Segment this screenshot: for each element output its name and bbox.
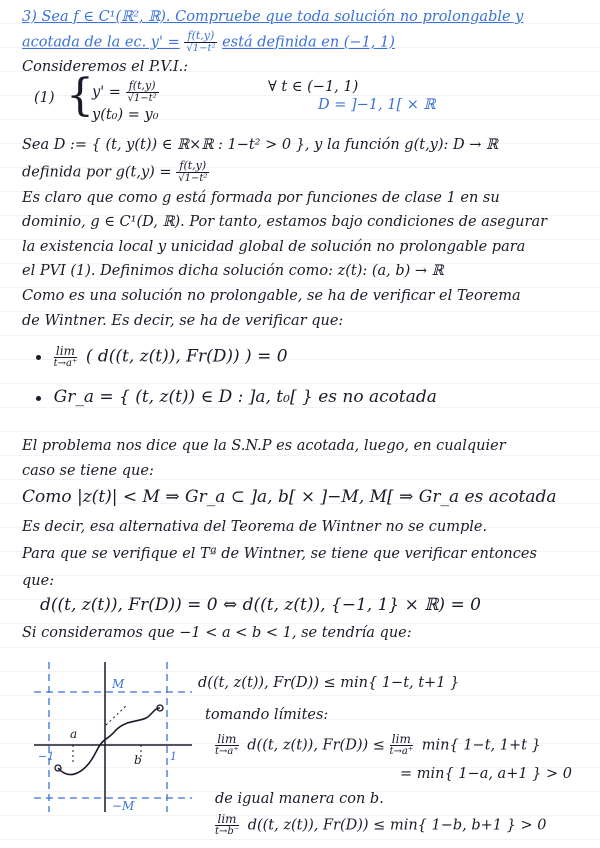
label-1: 1 bbox=[170, 750, 177, 763]
paragraph-line-5: Como es una solución no prolongable, se ha de verificar el Teorema bbox=[22, 288, 521, 304]
limit-a-result: = min{ 1−a, a+1 } > 0 bbox=[400, 766, 573, 782]
limit-a-rhs: min{ 1−t, 1+t } bbox=[421, 737, 541, 754]
paragraph-line-6: de Wintner. Es decir, se ha de verificar que: bbox=[22, 313, 344, 329]
paragraph2-line-5: Para que se verifique el Tª de Wintner, se tiene que verificar entonces bbox=[22, 546, 537, 562]
label-negM: −M bbox=[112, 799, 135, 813]
bullet-2-expression: Gr_a = { (t, z(t)) ∈ D : ]a, t₀[ } es no acotada bbox=[53, 387, 437, 407]
tangent-dots bbox=[106, 706, 126, 725]
limit-top: lim bbox=[217, 732, 237, 746]
limit-a-lhs: d((t, z(t)), Fr(D)) ≤ bbox=[247, 737, 385, 754]
pvi-eq1-lhs: y' = bbox=[92, 84, 121, 101]
label-M: M bbox=[112, 677, 125, 691]
paragraph2-line-3: Como |z(t)| < M ⇒ Gr_a ⊂ ]a, b[ × ]−M, M[ ⇒ Gr_a es acotada bbox=[22, 487, 557, 507]
paragraph2-line-7: d((t, z(t)), Fr(D)) = 0 ⇔ d((t, z(t)), {−1, 1} × ℝ) = 0 bbox=[40, 595, 481, 615]
paragraph2-line-1: El problema nos dice que la S.N.P es acotada, luego, en cualquier bbox=[22, 438, 506, 454]
label-a: a bbox=[70, 727, 78, 741]
pvi-brace: { bbox=[66, 70, 94, 121]
bullet-1-expression: ( d((t, z(t)), Fr(D)) ) = 0 bbox=[85, 346, 288, 367]
fraction-denominator: √1−t² bbox=[178, 173, 208, 184]
paragraph2-line-8: Si consideramos que −1 < a < b < 1, se tendría que: bbox=[22, 625, 412, 641]
limit-bottom: t→a⁺ bbox=[53, 358, 78, 369]
paragraph-line-3: la existencia local y unicidad global de solución no prolongable para bbox=[22, 239, 526, 255]
limit-a-inequality bbox=[215, 733, 541, 758]
limit-notation bbox=[215, 813, 239, 838]
limit-bottom: t→b⁻ bbox=[215, 826, 240, 837]
fraction-numerator: f(t,y) bbox=[176, 160, 209, 173]
limit-notation-rhs bbox=[390, 733, 414, 758]
problem-statement-line-1: 3) Sea f ∈ C¹(ℝ², ℝ). Compruebe que toda solución no prolongable y bbox=[22, 9, 524, 25]
limit-top: lim bbox=[391, 732, 411, 746]
paragraph-line-2: dominio, g ∈ C¹(D, ℝ). Por tanto, estamos bajo condiciones de asegurar bbox=[22, 214, 548, 230]
limit-b-inequality bbox=[215, 813, 546, 838]
paragraph2-line-2: caso se tiene que: bbox=[22, 463, 154, 479]
taking-limits: tomando límites: bbox=[205, 707, 329, 723]
paragraph2-line-4: Es decir, esa alternativa del Teorema de Wintner no se cumple. bbox=[22, 519, 488, 535]
limit-bottom: t→a⁺ bbox=[389, 746, 414, 757]
domain-definition: D = ]−1, 1[ × ℝ bbox=[318, 97, 436, 113]
pvi-equation-2: y(t₀) = y₀ bbox=[92, 107, 159, 123]
label-b: b bbox=[134, 753, 142, 767]
distance-inequality: d((t, z(t)), Fr(D)) ≤ min{ 1−t, t+1 } bbox=[198, 675, 460, 691]
pvi-label: (1) bbox=[34, 90, 55, 106]
limit-top: lim bbox=[55, 344, 75, 358]
problem-statement-part-b: está definida en (−1, 1) bbox=[222, 34, 395, 51]
consider-pvi: Consideremos el P.V.I.: bbox=[22, 59, 189, 75]
solution-curve bbox=[58, 708, 160, 775]
limit-top: lim bbox=[217, 812, 237, 826]
limit-bottom: t→a⁺ bbox=[215, 746, 239, 757]
problem-statement-part-a: acotada de la ec. y' = bbox=[22, 34, 180, 51]
fraction-denominator: √1−t² bbox=[127, 93, 157, 104]
domain-sentence: Sea D := { (t, y(t)) ∈ ℝ×ℝ : 1−t² > 0 }, y la función g(t,y): D → ℝ bbox=[22, 137, 499, 153]
limit-notation bbox=[215, 733, 239, 758]
label-neg1: −1 bbox=[38, 750, 55, 763]
paragraph-line-4: el PVI (1). Definimos dicha solución como: z(t): (a, b) → ℝ bbox=[22, 263, 444, 279]
fraction-denominator: √1−t² bbox=[186, 43, 216, 54]
paragraph-line-1: Es claro que como g está formada por funciones de clase 1 en su bbox=[22, 190, 500, 206]
limit-b-expression: d((t, z(t)), Fr(D)) ≤ min{ 1−b, b+1 } > 0 bbox=[247, 817, 547, 834]
pvi-forall: ∀ t ∈ (−1, 1) bbox=[268, 79, 359, 95]
fraction-numerator: f(t,y) bbox=[184, 30, 217, 43]
same-for-b: de igual manera con b. bbox=[215, 791, 384, 807]
g-definition-text: definida por g(t,y) = bbox=[22, 164, 172, 181]
fraction-numerator: f(t,y) bbox=[126, 80, 159, 93]
paragraph2-line-6: que: bbox=[22, 573, 55, 589]
